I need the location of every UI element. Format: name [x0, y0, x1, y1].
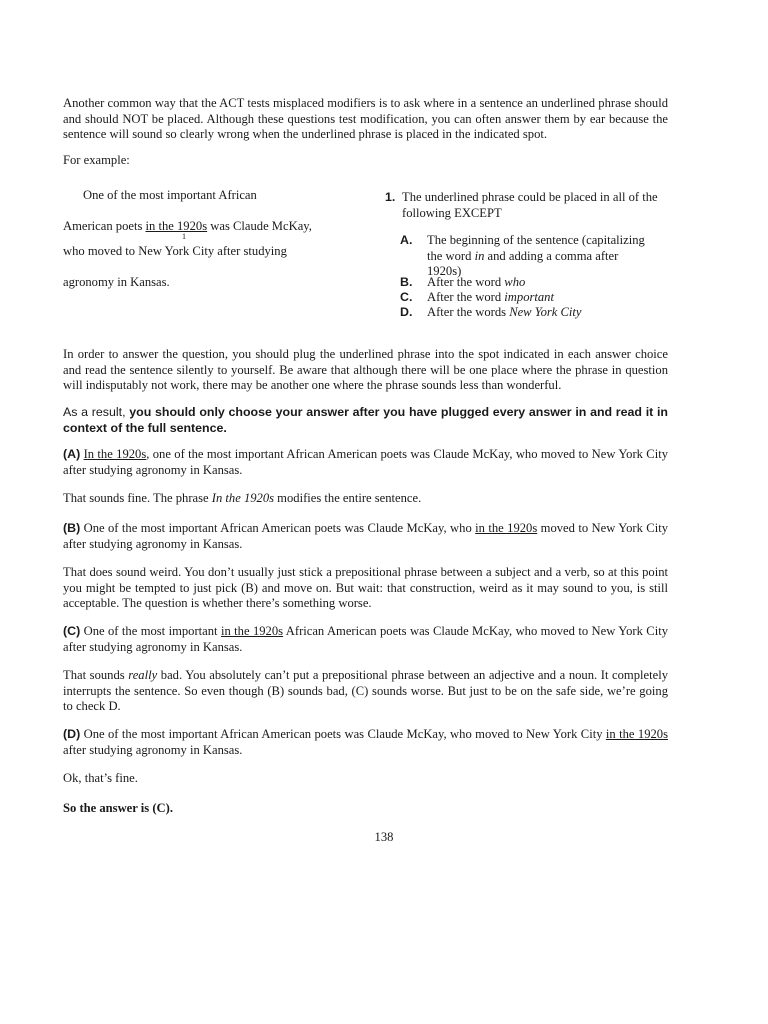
choice-b-comment: That does sound weird. You don’t usually just stick a prepositional phrase between a subject and a verb, so at this point you might be tempted to just pick (B) and move on. But wait: that construction, weird as it may sound to you, is still acceptable. The question is whether there’s something worse. [63, 565, 668, 610]
option-d-text [427, 305, 647, 321]
option-b-text [427, 275, 647, 291]
choice-a-underlined: In the 1920s [83, 447, 147, 461]
passage-line-2-post: was Claude McKay, [207, 219, 312, 233]
page-number: 138 [374, 830, 394, 844]
option-d-pre: After the words [427, 305, 510, 319]
choice-c-comment-em: really [128, 668, 158, 682]
choice-c-sentence [63, 624, 668, 655]
choice-a-sentence [63, 447, 668, 478]
intro-paragraph: Another common way that the ACT tests misplaced modifiers is to ask where in a sentence an underlined phrase should and should NOT be placed. Although these questions test modification, you can often answer them by ear because the sentence will sound so clearly wrong when the underlined phrase is placed in the indicated spot. [63, 96, 668, 141]
option-c-em: important [504, 290, 554, 304]
option-b-letter: B. [400, 275, 413, 289]
option-a-pre: The beginning of the sentence (capitalizing the word [427, 233, 645, 263]
passage-line-3: who moved to New York City after studying [63, 244, 287, 258]
choice-a-post: , one of the most important African American poets was Claude McKay, who moved to New York City after studying agronomy in Kansas. [63, 447, 668, 477]
choice-d-post: after studying agronomy in Kansas. [63, 742, 243, 757]
choice-c-comment-pre: That sounds [63, 668, 129, 682]
option-b-pre: After the word [427, 275, 505, 289]
passage-line-2 [63, 219, 312, 235]
choice-c-comment-post: bad. You absolutely can’t put a prepositional phrase between an adjective and a noun. It completely interrupts the sentence. So even though (B) sounds bad, (C) sounds worse. But just to be on the safe side, we’re going to check D. [63, 668, 668, 713]
choice-a-comment-pre: That sounds fine. The phrase [63, 491, 212, 505]
choice-c-underlined: in the 1920s [220, 624, 284, 638]
choice-a-comment-post: modifies the entire sentence. [274, 491, 422, 505]
question-stem: The underlined phrase could be placed in all of the following EXCEPT [402, 190, 658, 220]
option-a-letter: A. [400, 233, 413, 247]
choice-c-pre: One of the most important [80, 624, 221, 638]
option-d-em: New York City [509, 305, 582, 319]
passage-marker-number: 1 [182, 232, 186, 241]
passage-underlined-phrase: in the 1920s [145, 219, 208, 233]
advice-pre: As a result, [63, 405, 130, 419]
choice-c-comment [63, 668, 668, 715]
advice-bold: you should only choose your answer after you have plugged every answer in and read it in context of the full sentence. [63, 405, 669, 435]
advice-paragraph [63, 405, 668, 436]
choice-a-label: (A) [63, 447, 81, 461]
choice-c-label: (C) [63, 624, 81, 638]
choice-d-pre: One of the most important African American poets was Claude McKay, who moved to New York City [80, 727, 606, 741]
choice-d-sentence [63, 727, 668, 758]
option-c-text [427, 290, 647, 306]
choice-a-comment-em: In the 1920s [211, 491, 275, 505]
choice-b-sentence [63, 521, 668, 552]
choice-b-post: moved to New York City after studying agronomy in Kansas. [63, 521, 669, 551]
choice-d-underlined: in the 1920s [605, 727, 668, 741]
choice-b-underlined: in the 1920s [475, 521, 538, 535]
choice-d-label: (D) [63, 727, 81, 741]
choice-c-post: African American poets was Claude McKay, who moved to New York City after studying agronomy in Kansas. [63, 624, 668, 654]
question-number: 1. [385, 190, 396, 204]
choice-a-comment [63, 491, 668, 507]
passage-line-4: agronomy in Kansas. [63, 275, 170, 289]
option-c-pre: After the word [427, 290, 505, 304]
option-b-em: who [504, 275, 526, 289]
instruction-paragraph: In order to answer the question, you should plug the underlined phrase into the spot indicated in each answer choice and read the sentence silently to yourself. Be aware that although there will be one place where the phrase in question will indisputably not work, there may be another one where the phrase sounds less than wonderful. [63, 347, 668, 392]
for-example-label: For example: [63, 153, 130, 167]
passage-line-2-pre: American poets [63, 219, 146, 233]
answer-statement: So the answer is (C). [63, 801, 173, 815]
option-a-post: and adding a comma after 1920s) [427, 248, 619, 278]
choice-b-label: (B) [63, 521, 81, 535]
option-a-em: in [474, 248, 485, 263]
choice-b-pre: One of the most important African American poets was Claude McKay, who [80, 521, 476, 535]
passage-line-1: One of the most important African [83, 188, 257, 202]
option-c-letter: C. [400, 290, 413, 304]
choice-d-comment: Ok, that’s fine. [63, 771, 138, 785]
option-d-letter: D. [400, 305, 413, 319]
option-a-text [427, 233, 647, 280]
